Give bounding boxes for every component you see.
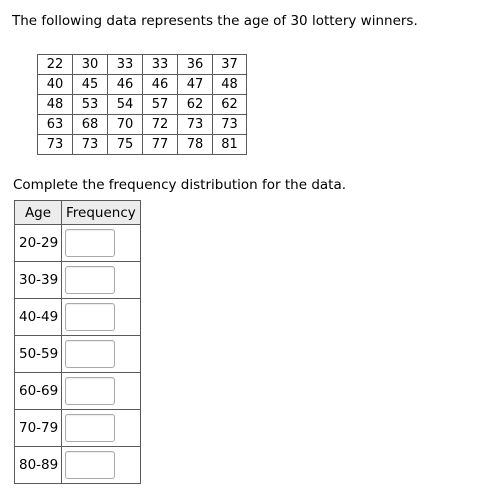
table-cell: 77 [143,135,178,155]
table-row [15,447,141,484]
table-cell: 53 [73,95,108,115]
table-cell: 73 [178,115,213,135]
table-cell: 63 [38,115,73,135]
table-row [15,373,141,410]
frequency-cell [62,410,141,447]
table-cell: 81 [213,135,247,155]
table-row [15,262,141,299]
table-cell: 70 [108,115,143,135]
frequency-cell [62,262,141,299]
frequency-cell [62,447,141,484]
table-header-row [15,201,141,225]
question-intro: The following data represents the age of 30 lottery winners. [12,13,418,29]
table-cell: 73 [38,135,73,155]
frequency-input[interactable] [65,340,115,368]
age-class-label: 70-79 [15,410,62,447]
table-row [38,95,247,115]
table-row [38,115,247,135]
age-class-label: 30-39 [15,262,62,299]
table-cell: 54 [108,95,143,115]
lottery-ages-table [37,54,247,155]
table-cell: 40 [38,75,73,95]
table-row [15,225,141,262]
frequency-cell [62,336,141,373]
frequency-distribution-table [14,200,141,484]
table-cell: 48 [38,95,73,115]
table-row [38,75,247,95]
table-cell: 46 [108,75,143,95]
frequency-input[interactable] [65,451,115,479]
age-class-label: 80-89 [15,447,62,484]
frequency-input[interactable] [65,266,115,294]
instruction-text: Complete the frequency distribution for the data. [13,177,347,193]
table-cell: 37 [213,55,247,75]
frequency-input[interactable] [65,414,115,442]
table-cell: 33 [108,55,143,75]
table-cell: 78 [178,135,213,155]
table-cell: 47 [178,75,213,95]
frequency-cell [62,373,141,410]
table-cell: 36 [178,55,213,75]
table-row [38,135,247,155]
age-column-header: Age [15,201,62,225]
table-row [15,410,141,447]
table-cell: 48 [213,75,247,95]
age-class-label: 40-49 [15,299,62,336]
table-cell: 72 [143,115,178,135]
table-row [15,336,141,373]
table-cell: 68 [73,115,108,135]
table-cell: 75 [108,135,143,155]
frequency-input[interactable] [65,303,115,331]
age-class-label: 20-29 [15,225,62,262]
table-row [38,55,247,75]
frequency-input[interactable] [65,377,115,405]
frequency-cell [62,299,141,336]
age-class-label: 60-69 [15,373,62,410]
table-cell: 62 [178,95,213,115]
table-cell: 46 [143,75,178,95]
table-cell: 73 [73,135,108,155]
table-cell: 33 [143,55,178,75]
table-cell: 45 [73,75,108,95]
table-cell: 57 [143,95,178,115]
frequency-column-header: Frequency [62,201,141,225]
table-row [15,299,141,336]
table-cell: 62 [213,95,247,115]
frequency-input[interactable] [65,229,115,257]
table-cell: 30 [73,55,108,75]
age-class-label: 50-59 [15,336,62,373]
table-cell: 22 [38,55,73,75]
table-cell: 73 [213,115,247,135]
frequency-cell [62,225,141,262]
